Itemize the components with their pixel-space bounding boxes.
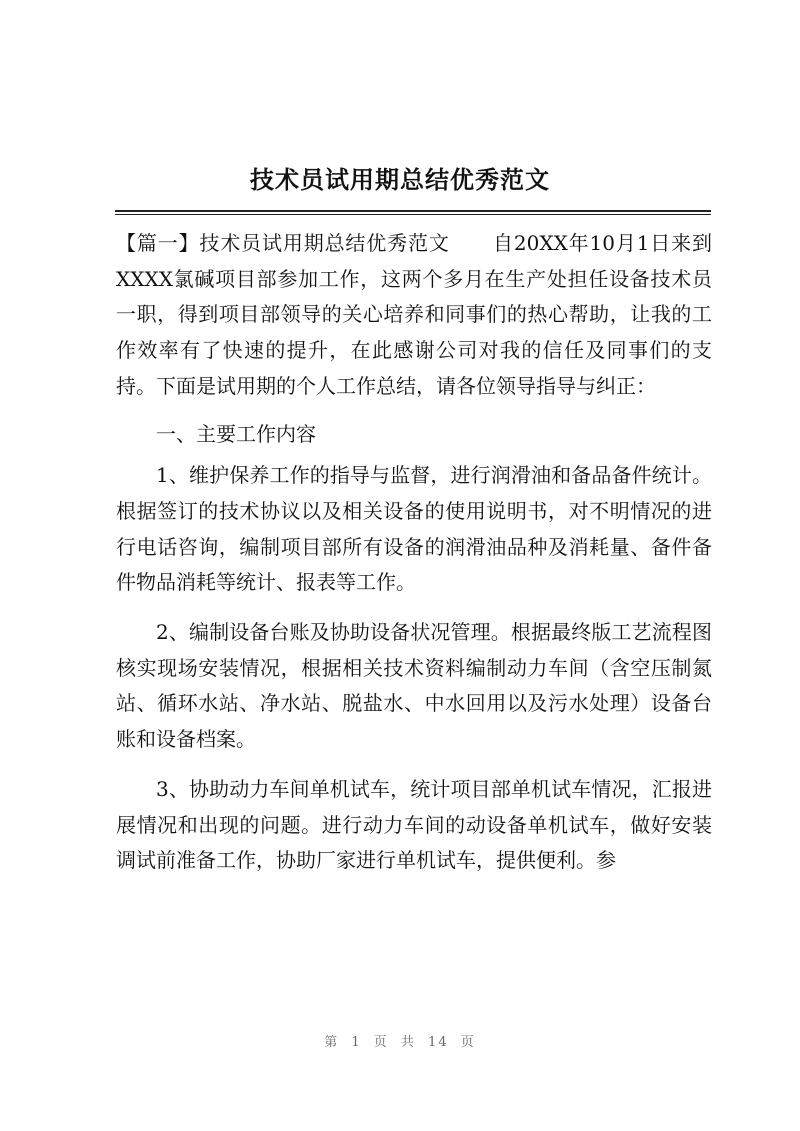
list-item-1: 1、维护保养工作的指导与监督，进行润滑油和备品备件统计。根据签订的技术协议以及相关设备的使用说明书，对不明情况的进行电话咨询，编制项目部所有设备的润滑油品种及消耗量、备件备件物品消耗等统计、报表等工作。 [116, 463, 712, 595]
intro-gap [450, 231, 493, 255]
title-rule-thin [115, 214, 711, 215]
intro-paragraph [116, 226, 712, 405]
page-footer: 第 1 页 共 14 页 [324, 1035, 476, 1050]
page-title: 技术员试用期总结优秀范文 [250, 165, 550, 194]
list-item-2: 2、编制设备台账及协助设备状况管理。根据最终版工艺流程图核实现场安装情况，根据相关技术资料编制动力车间（含空压制氮站、循环水站、净水站、脱盐水、中水回用以及污水处理）设备台账和设备档案。 [116, 620, 712, 752]
section-heading: 一、主要工作内容 [156, 421, 316, 446]
list-item-3: 3、协助动力车间单机试车，统计项目部单机试车情况，汇报进展情况和出现的问题。进行动力车间的动设备单机试车，做好安装调试前准备工作，协助厂家进行单机试车，提供便利。参 [116, 776, 712, 873]
document-body [116, 226, 712, 879]
title-rule-thick [115, 210, 711, 212]
intro-body: 自20XX年10月1日来到XXXX氯碱项目部参加工作，这两个多月在生产处担任设备技术员一职，得到项目部领导的关心培养和同事们的热心帮助，让我的工作效率有了快速的提升，在此感谢公司对我的信任及同事们的支持。下面是试用期的个人工作总结，请各位领导指导与纠正： [116, 231, 712, 398]
intro-prefix: 【篇一】技术员试用期总结优秀范文 [116, 231, 450, 255]
